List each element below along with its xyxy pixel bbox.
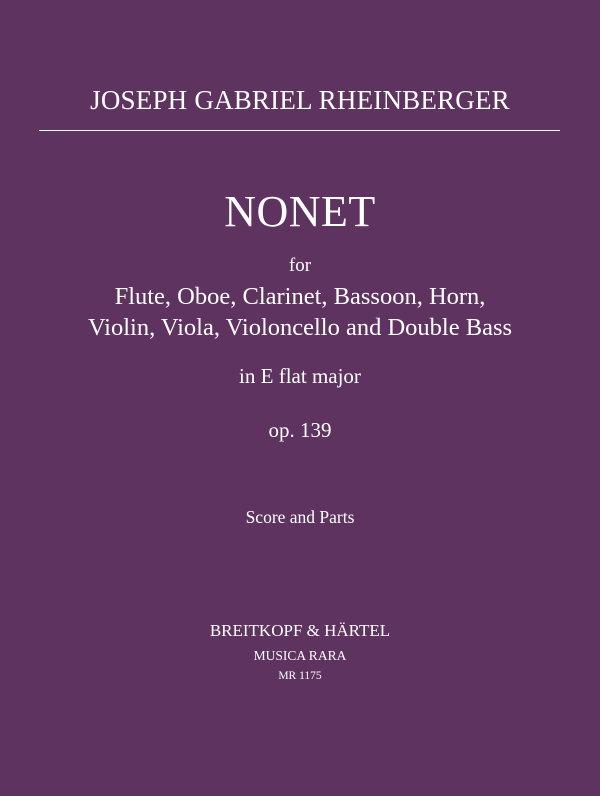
divider-rule: [39, 130, 560, 131]
instrumentation-line-1: Flute, Oboe, Clarinet, Bassoon, Horn,: [114, 283, 486, 310]
work-title: NONET: [224, 187, 376, 236]
publisher-imprint: MUSICA RARA: [253, 648, 347, 663]
instrumentation-line-2: Violin, Viola, Violoncello and Double Bass: [87, 314, 513, 341]
key-signature: in E flat major: [239, 364, 361, 388]
catalog-number: MR 1175: [278, 670, 322, 682]
composer-name: JOSEPH GABRIEL RHEINBERGER: [90, 85, 510, 115]
opus-number: op. 139: [268, 418, 332, 442]
publisher-name: BREITKOPF & HÄRTEL: [209, 621, 391, 640]
edition-type: Score and Parts: [245, 507, 355, 527]
for-label: for: [288, 255, 312, 276]
